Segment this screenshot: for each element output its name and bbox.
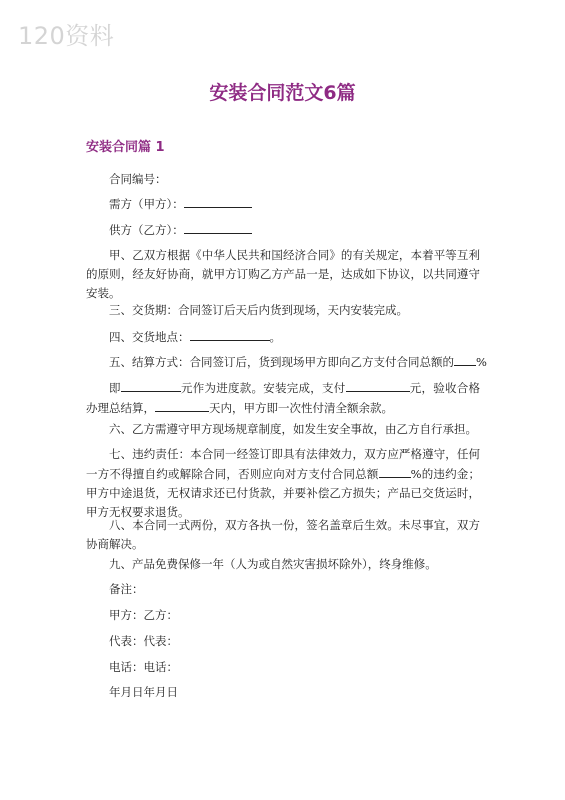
buyer-line	[109, 194, 252, 214]
watermark-logo: 120资料	[18, 22, 115, 50]
clause-settlement-line2	[86, 378, 480, 418]
liability-pct-blank	[379, 464, 411, 478]
document-title: 安装合同范文6篇	[209, 82, 356, 104]
supplier-blank	[184, 220, 252, 234]
settlement-text-b4: 天内，甲方即一次性付清全额余款。	[209, 401, 393, 415]
note-label: 备注：	[109, 582, 144, 596]
delivery-place-end: 。	[269, 330, 281, 344]
supplier-line	[109, 220, 252, 240]
settlement-amount2-blank	[346, 378, 410, 392]
clause-intro: 甲、乙双方根据《中华人民共和国经济合同》的有关规定，本着平等互利的原则，经友好协商，就甲方订购乙方产品一是，达成如下协议，以共同遵守安装。	[86, 248, 480, 300]
settlement-pct-blank	[454, 352, 476, 366]
clause-delivery-period: 三、交货期：合同签订后天后内货到现场，天内安装完成。	[109, 303, 408, 317]
clause-delivery-place	[109, 327, 281, 347]
telephone-line: 电话：电话：	[109, 660, 178, 674]
contract-number-line	[109, 170, 167, 189]
clause-warranty: 九、产品免费保修一年（人为或自然灾害损坏除外），终身维修。	[109, 557, 437, 571]
settlement-text-b3: 元，验收合格办理总结算，	[86, 381, 480, 415]
settlement-text-a: 五、结算方式：合同签订后，货到现场甲方即向乙方支付合同总额的	[109, 355, 454, 369]
clause-settlement-line1	[109, 352, 487, 372]
date-line: 年月日年月日	[109, 685, 178, 699]
clause-liability	[86, 445, 480, 522]
section-title: 安装合同篇 1	[86, 140, 165, 155]
liability-text-b: %的违约金；甲方中途退货，无权请求还已付货款，并要补偿乙方损失；产品已交货运时，甲方无权要求退货。	[86, 467, 480, 519]
buyer-label: 需方（甲方）：	[109, 197, 184, 211]
contract-number-label: 合同编号：	[109, 172, 167, 186]
clause-safety: 六、乙方需遵守甲方现场规章制度，如发生安全事故，由乙方自行承担。	[109, 422, 477, 436]
representative-line: 代表：代表：	[109, 634, 178, 648]
settlement-amount1-blank	[121, 378, 181, 392]
supplier-label: 供方（乙方）：	[109, 223, 184, 237]
settlement-pct: %	[476, 355, 487, 369]
party-signature-line: 甲方：乙方：	[109, 608, 178, 622]
buyer-blank	[184, 194, 252, 208]
delivery-place-label: 四、交货地点：	[109, 330, 190, 344]
settlement-days-blank	[155, 398, 209, 412]
settlement-text-b2: 元作为进度款。安装完成，支付	[180, 381, 346, 395]
delivery-place-blank	[190, 327, 270, 341]
clause-copies: 八、本合同一式两份，双方各执一份，签名盖章后生效。未尽事宜，双方协商解决。	[86, 518, 480, 551]
settlement-text-b1: 即	[109, 381, 121, 395]
liability-text-a: 七、违约责任：本合同一经签订即具有法律效力，双方应严格遵守，任何一方不得擅自约或解除合同，否则应向对方支付合同总额	[86, 447, 480, 481]
